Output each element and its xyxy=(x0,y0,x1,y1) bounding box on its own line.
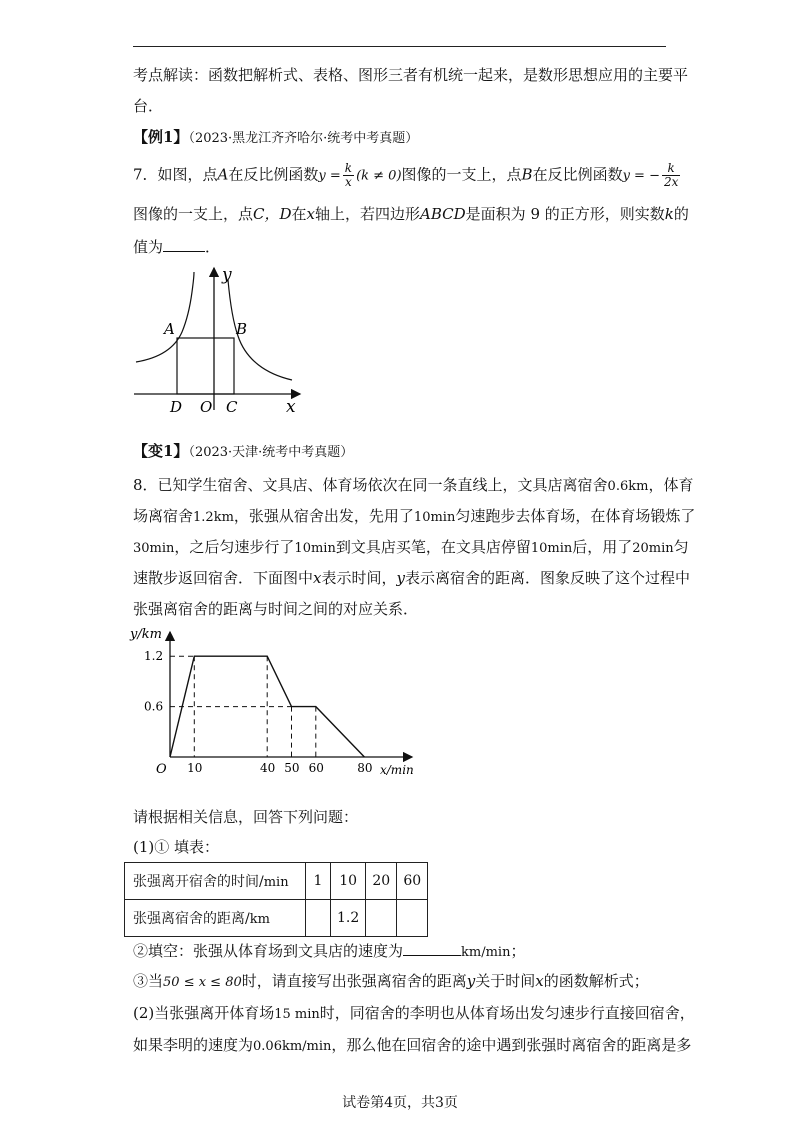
question-7-line-3 xyxy=(133,236,220,258)
q7-point-a: A xyxy=(217,165,229,184)
y-axis-label: y/km xyxy=(130,627,162,642)
kaodian-line xyxy=(133,64,688,86)
y-tick-label: 0.6 xyxy=(144,699,164,714)
kaodian-text: 考点解读：函数把解析式、表格、图形三者有机统一起来，是数形思想应用的主要平 xyxy=(133,66,689,84)
example-1-header xyxy=(133,126,418,150)
q7-x: x xyxy=(306,205,316,223)
question-8-line-5 xyxy=(133,598,418,620)
q8-text: ，之后匀速步行了 xyxy=(174,538,295,556)
fill-3-text: 时，请直接写出张强离宿舍的距离 xyxy=(241,972,467,990)
fill-2-text: ②填空：张强从体育场到文具店的速度为 xyxy=(133,942,404,960)
example-source: （2023·黑龙江齐齐哈尔·统考中考真题） xyxy=(188,131,419,146)
table-cell-blank[interactable] xyxy=(397,900,428,937)
q8-text: 速散步返回宿舍．下面图中 xyxy=(133,569,314,587)
eq1-condition: (k ≠ 0) xyxy=(356,168,402,184)
table-cell-blank[interactable] xyxy=(366,900,397,937)
fill-2-line xyxy=(133,940,525,964)
q8-text: 表示时间， xyxy=(321,569,397,587)
variant-label: 【变1】 xyxy=(133,442,189,460)
q8-value: 1.2km xyxy=(193,510,234,525)
frac-den: x xyxy=(345,175,352,189)
table-row xyxy=(125,863,428,900)
answer-blank[interactable] xyxy=(403,941,461,956)
q8-text: 场离宿舍 xyxy=(133,507,194,525)
q7-points-cd: C，D xyxy=(253,205,292,223)
origin-label: O xyxy=(156,762,167,776)
table-cell: 1 xyxy=(306,863,331,900)
fill-table xyxy=(124,862,428,937)
q8-text: 匀速跑步去体育场，在体育场锻炼了 xyxy=(455,507,696,525)
part-2-value: 0.06km/min xyxy=(253,1039,332,1054)
q8-value: 10min xyxy=(294,541,336,556)
variant-1-header xyxy=(133,440,353,464)
fill-3-text: ③当 xyxy=(133,972,164,990)
part-2-value: 15 min xyxy=(274,1007,320,1022)
example-label: 【例1】 xyxy=(133,128,189,146)
fill-3-line xyxy=(133,970,649,994)
page-footer: 试卷第4页，共3页 xyxy=(342,1095,458,1111)
question-8-line-1 xyxy=(133,474,693,498)
q7-text: 值为 xyxy=(133,238,164,256)
square-abcd xyxy=(177,338,234,394)
q7-text: 在 xyxy=(291,205,307,223)
fraction-k-over-2x xyxy=(662,162,680,189)
q8-text: ，张强从宿舍出发，先用了 xyxy=(233,507,414,525)
part-2-line-1 xyxy=(133,1002,695,1026)
header-unit: min xyxy=(263,875,289,890)
x-tick-label: 10 xyxy=(187,761,203,775)
x-tick-label: 60 xyxy=(308,761,324,775)
part-1-line xyxy=(133,836,219,858)
frac-den: 2x xyxy=(663,175,679,189)
header-text: 张强离开宿舍的时间/ xyxy=(133,874,264,890)
fill-2-unit: km/min xyxy=(461,945,511,960)
q7-text: ． xyxy=(205,238,221,256)
q8-value: 20min xyxy=(632,541,674,556)
question-8-line-4 xyxy=(133,567,690,589)
label-a: A xyxy=(164,320,175,338)
q8-var: x xyxy=(313,569,322,587)
q7-text: 图像的一支上，点 xyxy=(401,165,522,184)
kaodian-cont xyxy=(133,95,163,117)
figure-reciprocal-square xyxy=(130,262,310,422)
answer-blank[interactable] xyxy=(163,237,205,252)
q7-text: 在反比例函数 xyxy=(228,165,319,184)
fill-3-range: 50 ≤ x ≤ 80 xyxy=(163,975,242,990)
q7-text: 的 xyxy=(673,205,689,223)
x-tick-label: 50 xyxy=(284,761,300,775)
label-b: B xyxy=(236,320,248,338)
header-rule xyxy=(133,46,666,47)
q8-text: 表示离宿舍的距离．图象反映了这个过程中 xyxy=(404,569,690,587)
q8-value: 0.6km xyxy=(607,479,649,494)
q7-text: 在反比例函数 xyxy=(532,165,623,184)
part-2-text: (2)当张强离开体育场 xyxy=(133,1004,275,1022)
q7-text: 轴上，若四边形 xyxy=(315,205,421,223)
table-cell-blank[interactable] xyxy=(306,900,331,937)
part-1-text: (1)① 填表： xyxy=(133,838,220,856)
label-c: C xyxy=(226,398,238,416)
table-cell: 1.2 xyxy=(331,900,366,937)
part-2-text: ，那么他在回宿舍的途中遇到张强时离宿舍的距离是多 xyxy=(331,1036,692,1054)
x-tick-label: 40 xyxy=(260,761,276,775)
intro-line xyxy=(133,806,358,828)
q7-text: 图像的一支上，点 xyxy=(133,205,254,223)
part-2-text: 时，同宿舍的李明也从体育场出发匀速步行直接回宿舍， xyxy=(319,1004,695,1022)
q8-text: 匀 xyxy=(673,538,689,556)
question-8-line-2 xyxy=(133,505,695,529)
label-d: D xyxy=(170,398,183,416)
label-o: O xyxy=(200,398,213,416)
x-axis-label: x/min xyxy=(380,763,414,776)
x-tick-label: 80 xyxy=(357,761,373,775)
intro-text: 请根据相关信息，回答下列问题： xyxy=(133,808,359,826)
table-cell: 60 xyxy=(397,863,428,900)
table-row-1-header xyxy=(125,863,306,900)
header-text: 张强离宿舍的距离/ xyxy=(133,911,250,927)
label-y: y xyxy=(222,265,232,285)
q8-text: 后，用了 xyxy=(572,538,633,556)
part-2-line-2 xyxy=(133,1034,691,1058)
table-row xyxy=(125,900,428,937)
frac-num: k xyxy=(662,162,680,176)
q8-value: 30min xyxy=(133,541,175,556)
q8-value: 10min xyxy=(413,510,456,525)
kaodian-cont-text: 台． xyxy=(133,97,164,115)
y-tick-label: 1.2 xyxy=(144,649,164,664)
frac-num: k xyxy=(344,161,353,175)
label-x: x xyxy=(286,397,296,417)
q7-abcd: ABCD xyxy=(420,205,466,223)
q8-var: y xyxy=(396,569,405,587)
q7-text: 是面积为 9 的正方形，则实数 xyxy=(465,205,665,223)
fraction-k-over-x xyxy=(343,162,354,189)
q7-point-b: B xyxy=(521,165,533,184)
question-7-line-2 xyxy=(133,203,689,225)
fill-3-var: y xyxy=(466,972,476,990)
q8-value: 10min xyxy=(530,541,573,556)
q8-text: 到文具店买笔，在文具店停留 xyxy=(335,538,531,556)
fill-3-var: x xyxy=(535,972,544,990)
q8-text: 张强离宿舍的距离与时间之间的对应关系． xyxy=(133,600,419,618)
table-row-2-header xyxy=(125,900,306,937)
part-2-text: 如果李明的速度为 xyxy=(133,1036,254,1054)
curve-left-branch xyxy=(136,272,194,362)
question-7-line-1 xyxy=(133,162,682,189)
q7-k: k xyxy=(664,205,674,223)
q8-text: ，体育 xyxy=(648,476,694,494)
variant-source: （2023·天津·统考中考真题） xyxy=(188,445,354,460)
eq2-lhs: y = − xyxy=(622,168,660,184)
table-cell: 10 xyxy=(331,863,366,900)
table-cell: 20 xyxy=(366,863,397,900)
header-unit: km xyxy=(249,912,270,927)
q8-text: 8．已知学生宿舍、文具店、体育场依次在同一条直线上，文具店离宿舍 xyxy=(133,476,608,494)
eq1-lhs: y = xyxy=(318,168,341,184)
distance-time-chart xyxy=(126,624,426,776)
fill-2-text: ； xyxy=(510,942,526,960)
question-8-line-3 xyxy=(133,536,689,560)
fill-3-text: 关于时间 xyxy=(475,972,536,990)
fill-3-text: 的函数解析式； xyxy=(543,972,649,990)
q7-text: 7．如图，点 xyxy=(133,165,218,184)
